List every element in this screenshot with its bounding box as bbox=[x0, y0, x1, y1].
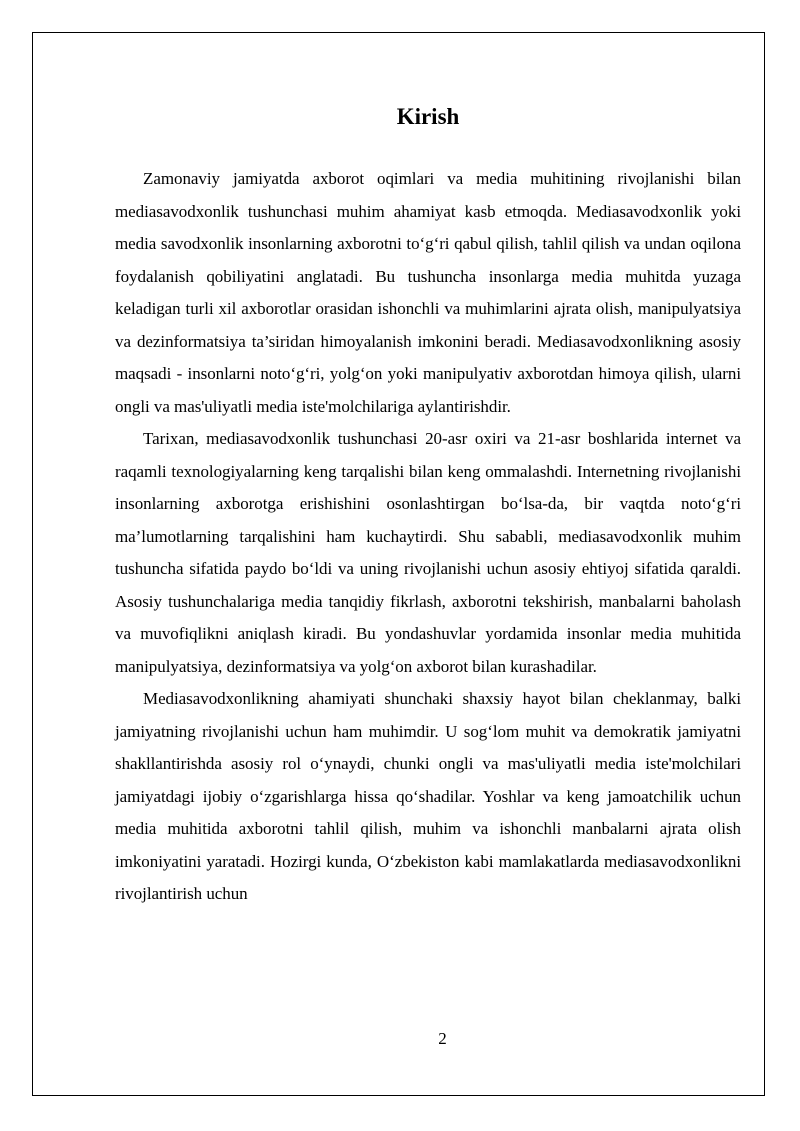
paragraph-2: Tarixan, mediasavodxonlik tushunchasi 20-asr oxiri va 21-asr boshlarida internet va raqamli texnologiyalarning keng tarqalishi bilan keng ommalashdi. Internetning rivojlanishi insonlarning axborotga erishishini osonlashtirgan bo‘lsa-da, bir vaqtda noto‘g‘ri ma’lumotlarning tarqalishini ham kuchaytirdi. Shu sababli, mediasavodxonlik muhim tushuncha sifatida paydo bo‘ldi va uning rivojlanishi uchun asosiy ehtiyoj sifatida qaraldi. Asosiy tushunchalariga media tanqidiy fikrlash, axborotni tekshirish, manbalarni baholash va muvofiqlikni aniqlash kiradi. Bu yondashuvlar yordamida insonlar media muhitida manipulyatsiya, dezinformatsiya va yolg‘on axborot bilan kurashadilar. bbox=[115, 429, 741, 676]
page-number: 2 bbox=[438, 1029, 447, 1048]
section-title: Kirish bbox=[396, 104, 460, 129]
page-content bbox=[115, 99, 741, 911]
paragraph-3: Mediasavodxonlikning ahamiyati shunchaki shaxsiy hayot bilan cheklanmay, balki jamiyatning rivojlanishi uchun ham muhimdir. U sog‘lom muhit va demokratik jamiyatni shakllantirishda asosiy rol o‘ynaydi, chunki ongli va mas'uliyatli media iste'molchilari jamiyatdagi ijobiy o‘zgarishlarga hissa qo‘shadilar. Yoshlar va keng jamoatchilik uchun media muhitida axborotni tahlil qilish, muhim va ishonchli manbalarni ajrata olish imkoniyatini yaratadi. Hozirgi kunda, O‘zbekiston kabi mamlakatlarda mediasavodxonlikni rivojlantirish uchun bbox=[115, 689, 741, 903]
paragraph-1: Zamonaviy jamiyatda axborot oqimlari va media muhitining rivojlanishi bilan mediasavodxonlik tushunchasi muhim ahamiyat kasb etmoqda. Mediasavodxonlik yoki media savodxonlik insonlarning axborotni to‘g‘ri qabul qilish, tahlil qilish va undan oqilona foydalanish qobiliyatini anglatadi. Bu tushuncha insonlarga media muhitda yuzaga keladigan turli xil axborotlar orasidan ishonchli va muhimlarini ajrata olish, manipulyatsiya va dezinformatsiya ta’siridan himoyalanish imkonini beradi. Mediasavodxonlikning asosiy maqsadi - insonlarni noto‘g‘ri, yolg‘on yoki manipulyativ axborotdan himoya qilish, ularni ongli va mas'uliyatli media iste'molchilariga aylantirishdir. bbox=[115, 169, 741, 416]
body-text bbox=[115, 163, 741, 911]
